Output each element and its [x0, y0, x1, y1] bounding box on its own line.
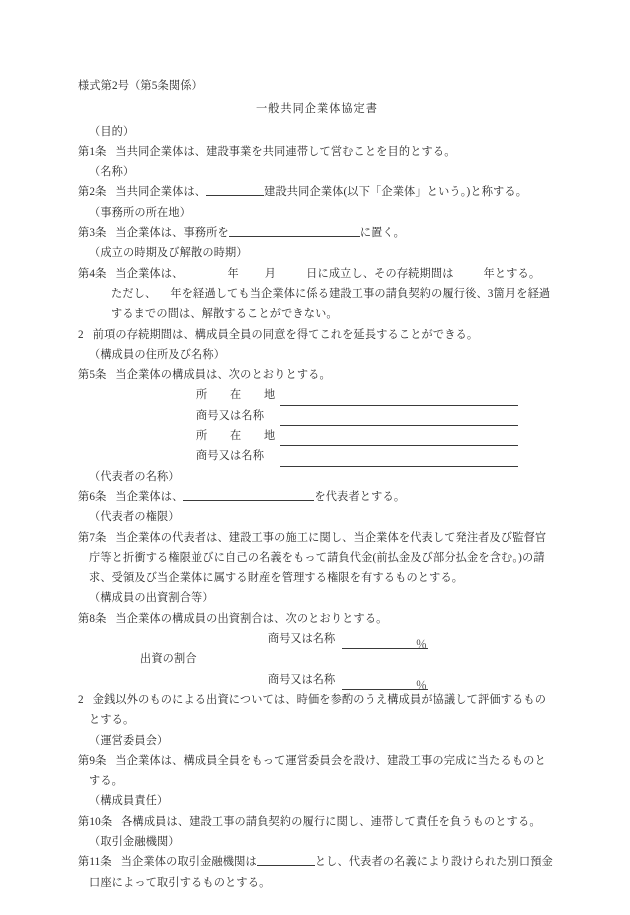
member-row-label: 商号又は名称 [196, 409, 265, 422]
article-10-text: 各構成員は、建設工事の請負契約の履行に関し、連帯して責任を負うものとする。 [121, 815, 541, 828]
member-row [78, 426, 556, 446]
article-6-blank[interactable] [183, 487, 314, 501]
article-8-text: 当企業体の構成員の出資割合は、次のとおりとする。 [115, 612, 388, 625]
article-11-blank[interactable] [257, 852, 315, 866]
article-4-label: 第4条 [78, 267, 107, 280]
article-4-term-unit: 年とする。 [483, 267, 541, 280]
article-1 [78, 142, 556, 162]
article-11-text-before: 当企業体の取引金融機関は [120, 856, 257, 869]
article-4-text-a: 当企業体は、 [115, 267, 184, 280]
article-7-label: 第7条 [78, 531, 107, 544]
member-row-blank[interactable] [280, 411, 518, 426]
document-title: 一般共同企業体協定書 [256, 103, 378, 116]
share-row [78, 629, 556, 652]
article-1-text: 当共同企業体は、建設事業を共同連帯して営むことを目的とする。 [115, 145, 456, 158]
share-row-label: 商号又は名称 [268, 633, 336, 646]
article-7 [78, 528, 556, 589]
article-heading-representative-authority: （代表者の権限） [89, 511, 180, 524]
member-row-label: 商号又は名称 [196, 450, 265, 463]
article-4-clause-2 [78, 325, 556, 345]
article-9 [78, 751, 556, 792]
article-heading-establishment-dissolution: （成立の時期及び解散の時期） [89, 247, 248, 260]
contribution-ratio-caption: 出資の割合 [140, 653, 197, 666]
article-6 [78, 487, 556, 507]
article-heading-office-location: （事務所の所在地） [89, 206, 192, 219]
article-5-text: 当企業体の構成員は、次のとおりとする。 [115, 369, 331, 382]
article-4 [78, 264, 556, 284]
article-8 [78, 609, 556, 629]
article-heading-management-committee: （運営委員会） [89, 734, 169, 747]
article-2-label: 第2条 [78, 186, 107, 199]
article-4-month-unit: 月 [264, 267, 277, 280]
article-8-clause-2 [78, 690, 556, 731]
article-6-text-before: 当企業体は、 [115, 490, 184, 503]
article-3-text-before: 当企業体は、事務所を [115, 227, 229, 240]
article-4-clause-2-number: 2 [78, 328, 84, 341]
article-4-year-unit: 年 [227, 267, 239, 280]
article-8-clause-2-number: 2 [78, 693, 84, 706]
member-rows [78, 385, 556, 466]
article-3-blank[interactable] [229, 223, 360, 237]
article-1-label: 第1条 [78, 145, 107, 158]
article-heading-purpose: （目的） [89, 125, 135, 138]
article-4-proviso [78, 284, 556, 325]
article-10-label: 第10条 [78, 815, 113, 828]
article-heading-member-address-name: （構成員の住所及び名称） [89, 348, 226, 361]
article-3 [78, 223, 556, 243]
share-row [78, 670, 556, 690]
article-2-text-after: 建設共同企業体(以下「企業体」という。)と称する。 [264, 186, 528, 199]
member-row-label: 所 在 地 [196, 430, 276, 443]
article-5-label: 第5条 [78, 369, 107, 382]
article-10 [78, 812, 556, 832]
member-row [78, 446, 556, 466]
article-3-label: 第3条 [78, 227, 107, 240]
share-row-label: 商号又は名称 [268, 673, 336, 686]
article-heading-contribution-ratio: （構成員の出資割合等） [89, 592, 214, 605]
article-6-text-after: を代表者とする。 [314, 490, 406, 503]
article-9-text: 当企業体は、構成員全員をもって運営委員会を設け、建設工事の完成に当たるものとする。 [89, 754, 546, 788]
article-heading-member-liability: （構成員責任） [89, 795, 169, 808]
article-4-clause-2-text: 前項の存続期間は、構成員全員の同意を得てこれを延長することができる。 [92, 328, 479, 341]
article-3-text-after: に置く。 [359, 227, 405, 240]
article-4-text-c: 年を経過しても当企業体に係る建設工事の請負契約の履行後、3箇月を経過するまでの間は、解散することができない。 [111, 287, 551, 321]
document-body [78, 76, 556, 893]
article-6-label: 第6条 [78, 490, 107, 503]
article-8-clause-2-text: 金銭以外のものによる出資については、時価を参酌のうえ構成員が協議して評価するものとする。 [89, 693, 547, 727]
article-11-label: 第11条 [78, 856, 112, 869]
article-8-label: 第8条 [78, 612, 107, 625]
article-4-text-day: 日に成立し、その存続期間は [306, 267, 454, 280]
member-row [78, 406, 556, 426]
article-4-text-b: ただし、 [111, 287, 157, 300]
member-row-blank[interactable] [280, 452, 518, 467]
article-2-text-before: 当共同企業体は、 [115, 186, 207, 199]
member-row [78, 385, 556, 405]
article-2-blank[interactable] [206, 182, 264, 196]
article-11-text-after: とし、代表者の名義により設けられた別口預金口座によって取引するものとする。 [89, 856, 553, 889]
article-heading-financial-institution: （取引金融機関） [89, 835, 180, 848]
article-2 [78, 182, 556, 202]
article-11 [78, 852, 556, 893]
article-5 [78, 365, 556, 385]
form-number: 様式第2号（第5条関係） [78, 80, 203, 92]
member-row-blank[interactable] [280, 431, 518, 446]
article-heading-representative-name: （代表者の名称） [89, 470, 180, 483]
article-heading-name: （名称） [89, 166, 135, 179]
share-row-blank[interactable]: ％ [342, 676, 428, 690]
member-row-label: 所 在 地 [196, 389, 276, 402]
article-9-label: 第9条 [78, 754, 107, 767]
member-row-blank[interactable] [280, 391, 518, 406]
share-row-blank[interactable]: ％ [342, 635, 428, 649]
article-7-text: 当企業体の代表者は、建設工事の施工に関し、当企業体を代表して発注者及び監督官庁等と折衝する権限並びに自己の名義をもって請負代金(前払金及び部分払金を含む。)の請求、受領及び当企業体に属する財産を管理する権限を有するものとする。 [89, 531, 547, 585]
